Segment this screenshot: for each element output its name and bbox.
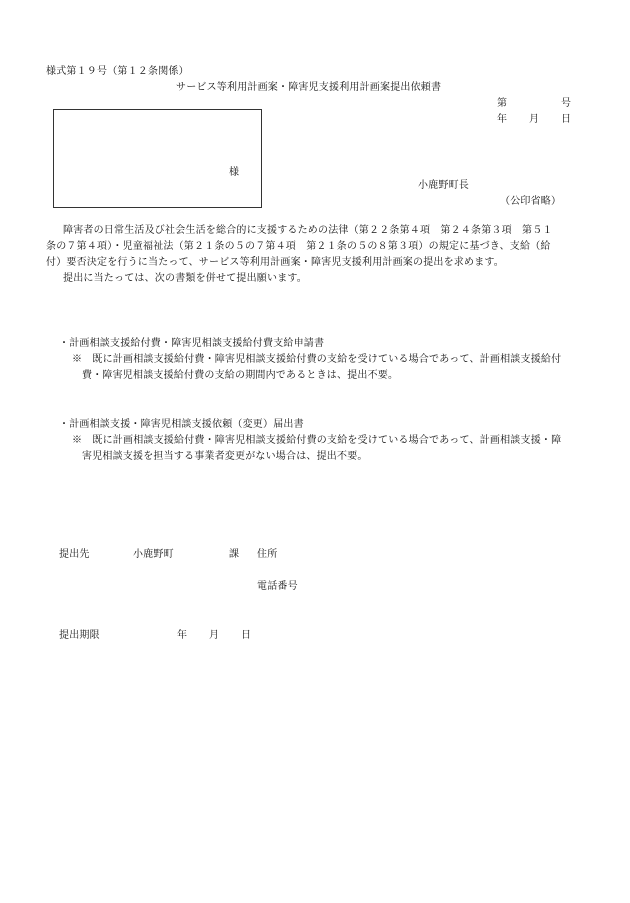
doc-number-suffix: 号 (561, 98, 572, 109)
deadline-label: 提出期限 (59, 630, 100, 641)
addressee-honorific: 様 (229, 167, 240, 178)
date-day: 日 (561, 114, 572, 125)
item-1-note-line-2: 費・障害児相談支援給付費の支給の期間内であるときは、提出不要。 (82, 370, 399, 381)
item-2-title: ・計画相談支援・障害児相談支援依頼（変更）届出書 (59, 419, 304, 430)
body-line-4: 提出に当たっては、次の書類を併せて提出願います。 (63, 273, 307, 284)
addressee-box (53, 109, 262, 208)
sender-name: 小鹿野町長 (418, 180, 469, 191)
doc-number-prefix: 第 (497, 98, 508, 109)
item-2-note-line-1: ※ 既に計画相談支援給付費・障害児相談支援給付費の支給を受けている場合であって、計画相談支援・障 (72, 435, 562, 446)
deadline-month: 月 (209, 630, 220, 641)
body-line-3: 付）要否決定を行うに当たって、サービス等利用計画案・障害児支援利用計画案の提出を求めます。 (46, 257, 504, 268)
submit-town: 小鹿野町 (133, 549, 174, 560)
deadline-day: 日 (241, 630, 252, 641)
date-month: 月 (529, 114, 540, 125)
form-number: 様式第１９号（第１２条関係） (46, 66, 189, 77)
deadline-year: 年 (177, 630, 188, 641)
body-line-2: 条の７第４項）・児童福祉法（第２１条の５の７第４項 第２１条の５の８第３項）の規定に基づき、支給（給 (46, 241, 551, 252)
address-label: 住所 (257, 549, 278, 560)
document-title: サービス等利用計画案・障害児支援利用計画案提出依頼書 (176, 82, 442, 93)
date-year: 年 (497, 114, 508, 125)
submit-to-label: 提出先 (59, 549, 90, 560)
item-2-note-line-2: 害児相談支援を担当する事業者変更がない場合は、提出不要。 (82, 451, 368, 462)
item-1-note-line-1: ※ 既に計画相談支援給付費・障害児相談支援給付費の支給を受けている場合であって、計画相談支援給付 (72, 354, 562, 365)
body-line-1: 障害者の日常生活及び社会生活を総合的に支援するための法律（第２２条第４項 第２４条第３項 第５１ (63, 225, 553, 236)
submit-section: 課 (229, 549, 240, 560)
phone-label: 電話番号 (257, 581, 298, 592)
item-1-title: ・計画相談支援給付費・障害児相談支援給付費支給申請書 (59, 338, 325, 349)
seal-note: （公印省略） (500, 196, 562, 207)
